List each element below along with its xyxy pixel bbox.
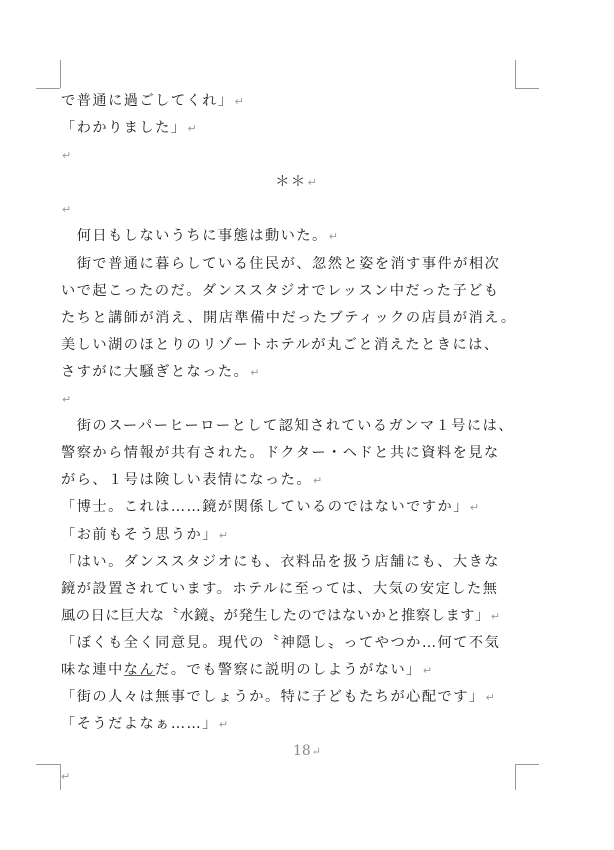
paragraph-mark-icon: ↵ (62, 393, 72, 407)
document-body[interactable] (61, 88, 531, 738)
corner-mark-top-left (60, 60, 61, 88)
paragraph-mark-icon: ↵ (62, 203, 72, 217)
paragraph-mark-icon: ↵ (62, 149, 72, 163)
text-line: 街のスーパーヒーローとして認知されているガンマ１号には、 (61, 418, 514, 435)
text-line: 「わかりました」↵ (61, 120, 197, 137)
text-line: 警察から情報が共有された。ドクター・ヘドと共に資料を見な (61, 445, 500, 462)
paragraph-mark-icon: ↵ (218, 718, 229, 732)
corner-mark-top-left-h (36, 88, 60, 89)
text-line: 「博士。これは……鏡が関係しているのではないですか」↵ (61, 499, 480, 516)
text-line: 味な連中なんだ。でも警察に説明のしようがない」↵ (61, 661, 433, 678)
text-line: 風の日に巨大な〝水鏡〟が発生したのではないかと推察します」↵ (61, 607, 501, 624)
text-line: がら、１号は険しい表情になった。↵ (61, 472, 323, 489)
empty-line (61, 142, 531, 169)
paragraph-mark-icon: ↵ (218, 528, 229, 542)
paragraph-mark-icon: ↵ (250, 365, 260, 379)
paragraph-mark-icon: ↵ (469, 501, 480, 515)
paragraph-mark-icon: ↵ (422, 663, 433, 677)
corner-mark-top-right (515, 60, 516, 88)
text-line: 何日もしないうちに事態は動いた。↵ (61, 228, 338, 245)
paragraph-mark-icon: ↵ (490, 609, 501, 623)
text-line: いで起こったのだ。ダンススタジオでレッスン中だった子ども (61, 282, 500, 299)
paragraph-mark-icon: ↵ (187, 122, 197, 136)
text-line: 美しい湖のほとりのリゾートホテルが丸ごと消えたときには、 (61, 336, 500, 353)
corner-mark-bottom-right (515, 764, 516, 790)
text-line: で普通に過ごしてくれ」↵ (61, 93, 244, 109)
empty-line (61, 386, 531, 413)
paragraph-mark-icon: ↵ (311, 745, 322, 758)
text-line: 鏡が設置されています。ホテルに至っては、大気の安定した無 (61, 580, 499, 597)
text-line: 「はい。ダンススタジオにも、衣料品を扱う店舗にも、大きな (61, 553, 500, 570)
text-line: 「街の人々は無事でしょうか。特に子どもたちが心配です」↵ (61, 689, 495, 706)
text-line: 「そうだよなぁ……」↵ (61, 716, 229, 733)
page-number: 18↵ (292, 743, 322, 759)
empty-line (61, 196, 531, 223)
paragraph-mark-icon: ↵ (234, 95, 244, 108)
paragraph-mark-icon: ↵ (307, 176, 317, 190)
spellcheck-underline: なん (123, 661, 156, 678)
text-line: 街で普通に暮らしている住民が、忽然と姿を消す事件が相次 (61, 255, 501, 272)
text-line: 「お前もそう思うか」↵ (61, 526, 229, 543)
text-line: たちと講師が消え、開店準備中だったブティックの店員が消え。 (61, 309, 517, 326)
section-break: ＊＊↵ (275, 174, 317, 191)
corner-mark-bottom-right-h (515, 764, 539, 765)
corner-mark-bottom-left-h (36, 764, 60, 765)
text-line: 「ぼくも全く同意見。現代の〝神隠し〟ってやつか…何て不気 (61, 634, 501, 651)
paragraph-mark-icon: ↵ (61, 770, 71, 783)
paragraph-mark-icon: ↵ (485, 691, 495, 705)
paragraph-mark-icon: ↵ (328, 230, 338, 244)
paragraph-mark-icon: ↵ (313, 474, 323, 488)
text-line: さすがに大騒ぎとなった。↵ (61, 363, 260, 380)
